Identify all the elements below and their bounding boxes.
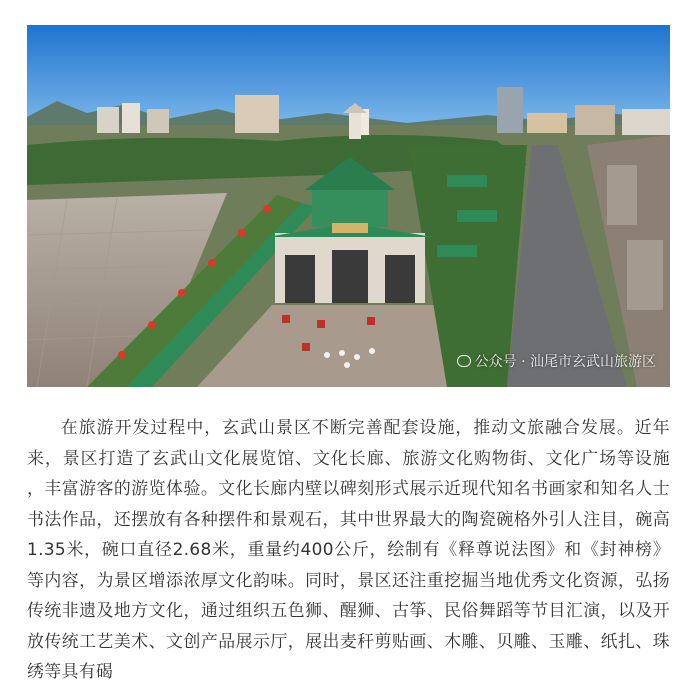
aerial-scene [27,25,670,387]
wechat-icon [457,355,471,367]
watermark [457,351,656,371]
watermark-text: 公众号 · 汕尾市玄武山旅游区 [474,354,656,370]
aerial-photo-xuanwushan [27,25,670,387]
article-paragraph: 在旅游开发过程中，玄武山景区不断完善配套设施，推动文旅融合发展。近年来，景区打造了玄武山文化展览馆、文化长廊、旅游文化购物街、文化广场等设施 ，丰富游客的游览体验。文化长廊内壁以碑刻形式展示近现代知名书画家和知名人士书法作品，还摆放有各种摆件和景观石，其中世界最大的陶瓷碗格外引人注目，碗高1.35米，碗口直径2.68米，重量约400公斤，绘制有《释尊说法图》和《封神榜》等内容，为景区增添浓厚文化韵味。同时，景区还注重挖掘当地优秀文化资源，弘扬传统非遗及地方文化，通过组织五色狮、醒狮、古筝、民俗舞蹈等节目汇演，以及开放传统工艺美术、文创产品展示厅，展出麦秆剪贴画、木雕、贝雕、玉雕、纸扎、珠绣等具有碣 [27,417,670,681]
